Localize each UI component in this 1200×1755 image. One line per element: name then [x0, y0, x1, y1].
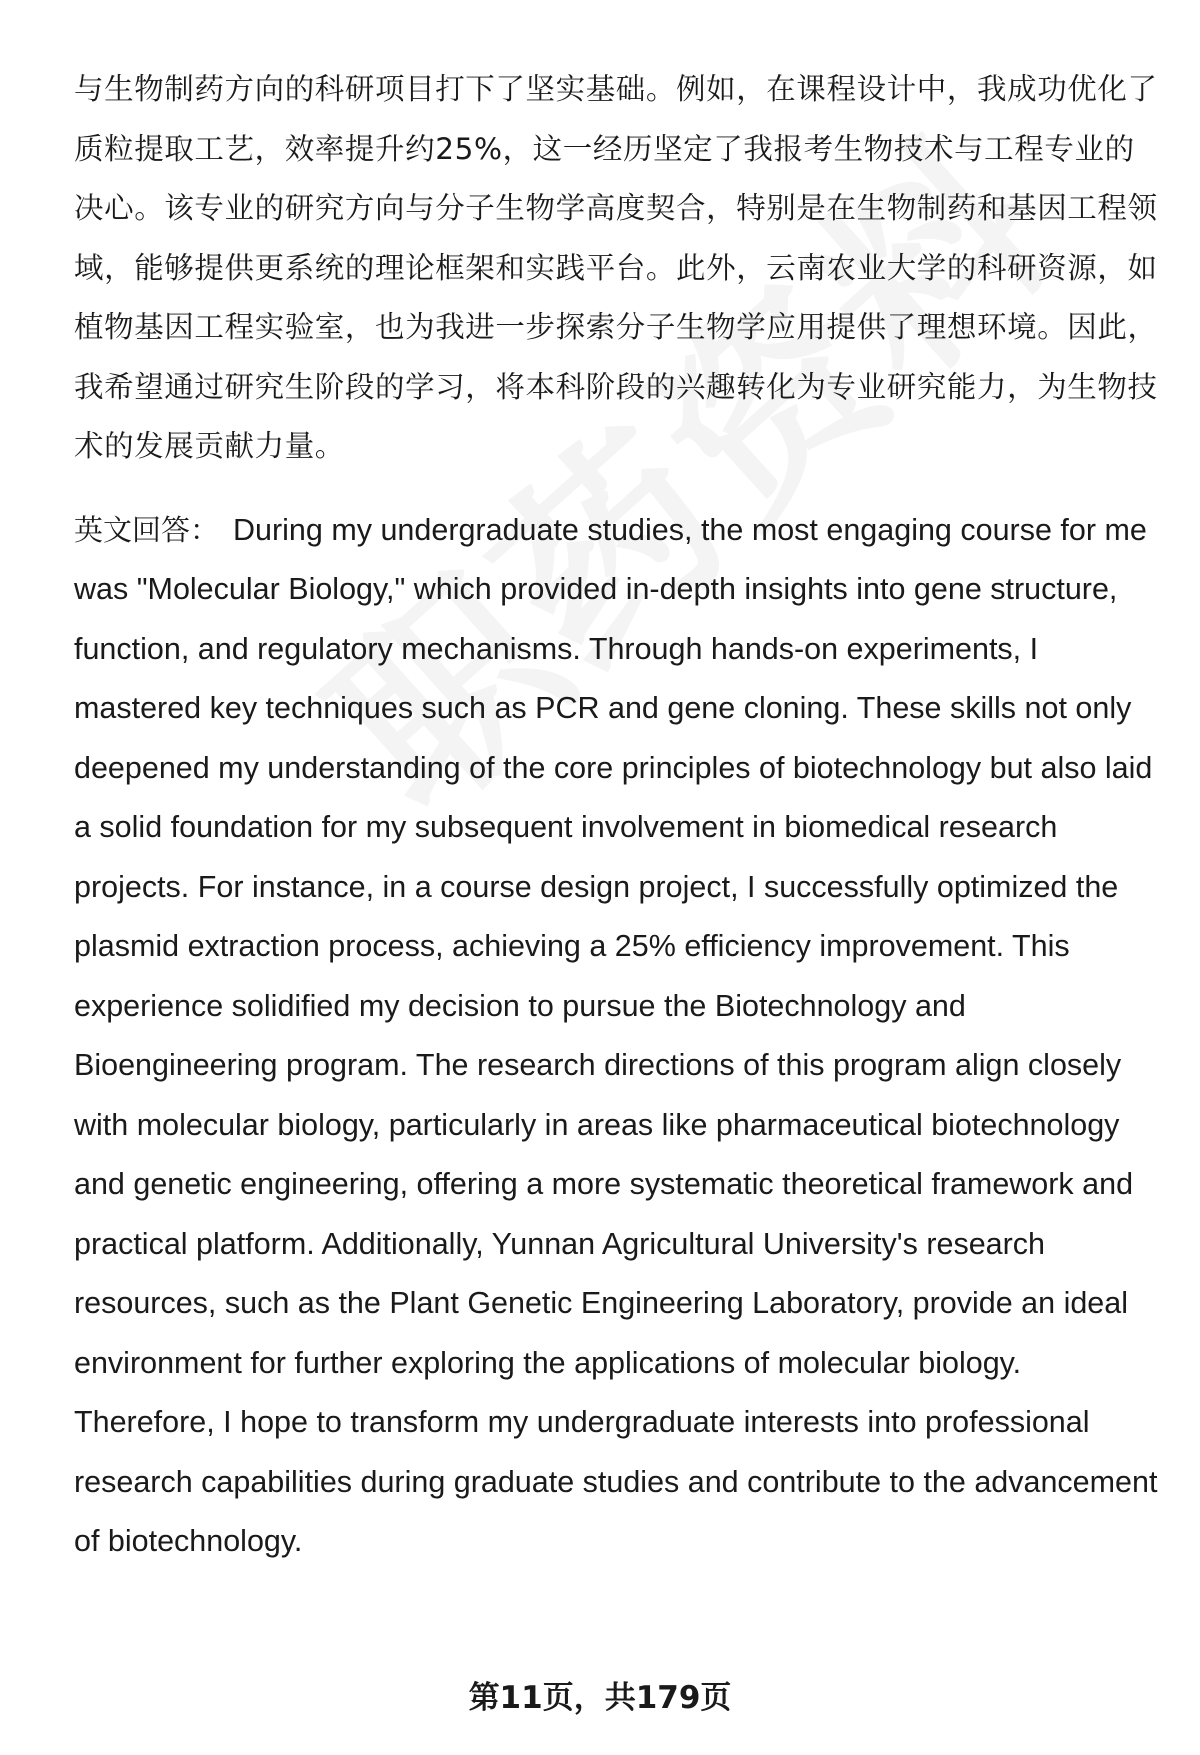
page-number: 第11页，共179页	[468, 1680, 732, 1716]
chinese-paragraph: 与生物制药方向的科研项目打下了坚实基础。例如，在课程设计中，我成功优化了质粒提取工艺，效率提升约25%，这一经历坚定了我报考生物技术与工程专业的决心。该专业的研究方向与分子生物学高度契合，特别是在生物制药和基因工程领域，能够提供更系统的理论框架和实践平台。此外，云南农业大学的科研资源，如植物基因工程实验室，也为我进一步探索分子生物学应用提供了理想环境。因此，我希望通过研究生阶段的学习，将本科阶段的兴趣转化为专业研究能力，为生物技术的发展贡献力量。	[74, 72, 1158, 463]
english-answer-text: During my undergraduate studies, the most engaging course for me was "Molecular Biology," which provided in-depth insights into gene structure, function, and regulatory mechanisms. Through hands-on experiments, I mastered key techniques such as PCR and gene cloning. These skills not only deepened my understanding of the core principles of biotechnology but also laid a solid foundation for my subsequent involvement in biomedical research projects. For instance, in a course design project, I successfully optimized the plasmid extraction process, achieving a 25% efficiency improvement. This experience solidified my decision to pursue the Biotechnology and Bioengineering program. The research directions of this program align closely with molecular biology, particularly in areas like pharmaceutical biotechnology and genetic engineering, offering a more systematic theoretical framework and practical platform. Additionally, Yunnan Agricultural University's research resources, such as the Plant Genetic Engineering Laboratory, provide an ideal environment for further exploring the applications of molecular biology. Therefore, I hope to transform my undergraduate interests into professional research capabilities during graduate studies and contribute to the advancement of biotechnology.	[74, 512, 1158, 1558]
english-answer-label: 英文回答：	[74, 512, 220, 547]
document-page	[74, 60, 1160, 1572]
english-answer-paragraph	[74, 501, 1160, 1572]
